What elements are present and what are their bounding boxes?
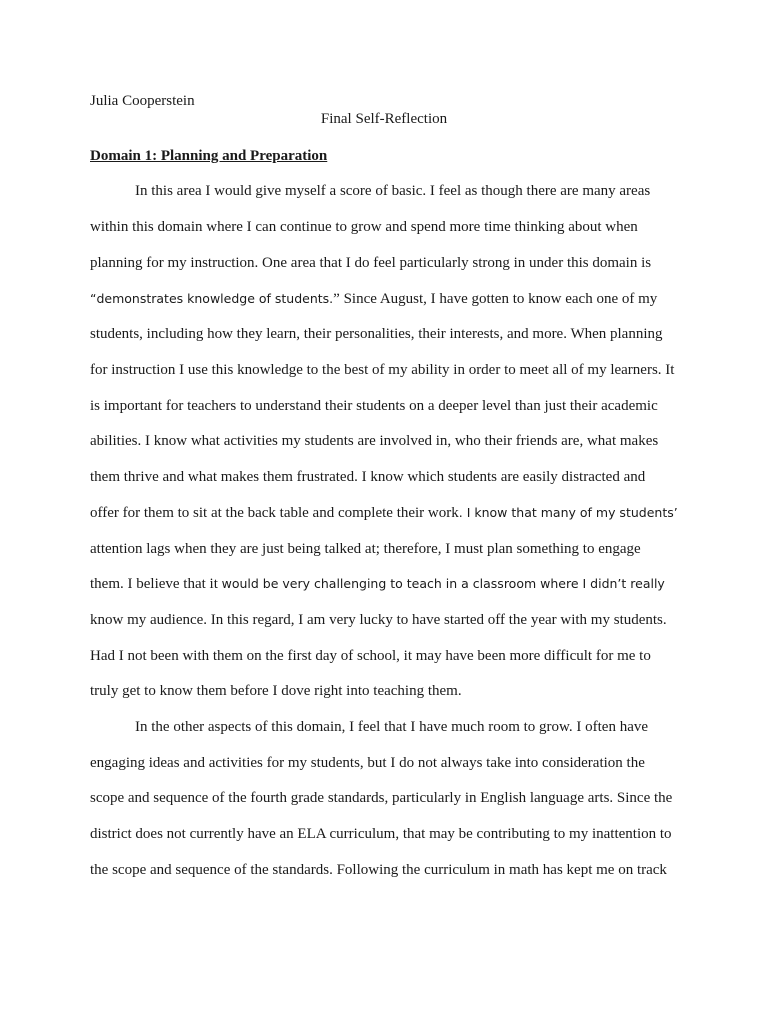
document-title: Final Self-Reflection: [320, 111, 448, 127]
paragraph-line: engaging ideas and activities for my students, but I do not always take into consideration the: [90, 755, 645, 771]
paragraph-line: abilities. I know what activities my students are involved in, who their friends are, what makes: [90, 433, 659, 449]
line-text-alt-font: . I know that many of my students’: [458, 505, 678, 520]
paragraph-line: attention lags when they are just being talked at; therefore, I must plan something to engage: [90, 541, 641, 557]
paragraph-line: students, including how they learn, their personalities, their interests, and more. When planning: [90, 326, 663, 342]
paragraph-line: them thrive and what makes them frustrated. I know which students are easily distracted and: [90, 469, 646, 485]
paragraph-line: [90, 290, 657, 308]
paragraph-line: the scope and sequence of the standards. Following the curriculum in math has kept me on track: [90, 862, 667, 878]
paragraph-line: In the other aspects of this domain, I feel that I have much room to grow. I often have: [135, 719, 649, 735]
paragraph-line: [90, 504, 678, 522]
section-heading: Domain 1: Planning and Preparation: [90, 148, 328, 164]
paragraph-line: know my audience. In this regard, I am very lucky to have started off the year with my students.: [90, 612, 667, 628]
paragraph-line: truly get to know them before I dove right into teaching them.: [90, 683, 462, 699]
paragraph-line: district does not currently have an ELA curriculum, that may be contributing to my inattention to: [90, 826, 672, 842]
paragraph-line: Had I not been with them on the first day of school, it may have been more difficult for me to: [90, 648, 651, 664]
paragraph-line: planning for my instruction. One area that I do feel particularly strong in under this domain is: [90, 255, 652, 271]
paragraph-line: for instruction I use this knowledge to the best of my ability in order to meet all of my learners. It: [90, 362, 675, 378]
line-text: ” Since August, I have gotten to know each one of my: [333, 291, 658, 307]
paragraph-line: [90, 575, 665, 593]
author-name: Julia Cooperstein: [90, 93, 195, 109]
line-text-alt-font: would be very challenging to teach in a classroom where I didn’t really: [221, 576, 665, 591]
line-text: them. I believe that it: [90, 576, 222, 592]
paragraph-line: scope and sequence of the fourth grade standards, particularly in English language arts. Since the: [90, 790, 673, 806]
paragraph-line: is important for teachers to understand their students on a deeper level than just their academic: [90, 398, 658, 414]
quoted-phrase: “demonstrates knowledge of students.: [90, 291, 334, 306]
paragraph-line: within this domain where I can continue to grow and spend more time thinking about when: [90, 219, 638, 235]
paragraph-line: In this area I would give myself a score of basic. I feel as though there are many areas: [135, 183, 651, 199]
line-text: offer for them to sit at the back table and complete their work: [90, 505, 459, 521]
